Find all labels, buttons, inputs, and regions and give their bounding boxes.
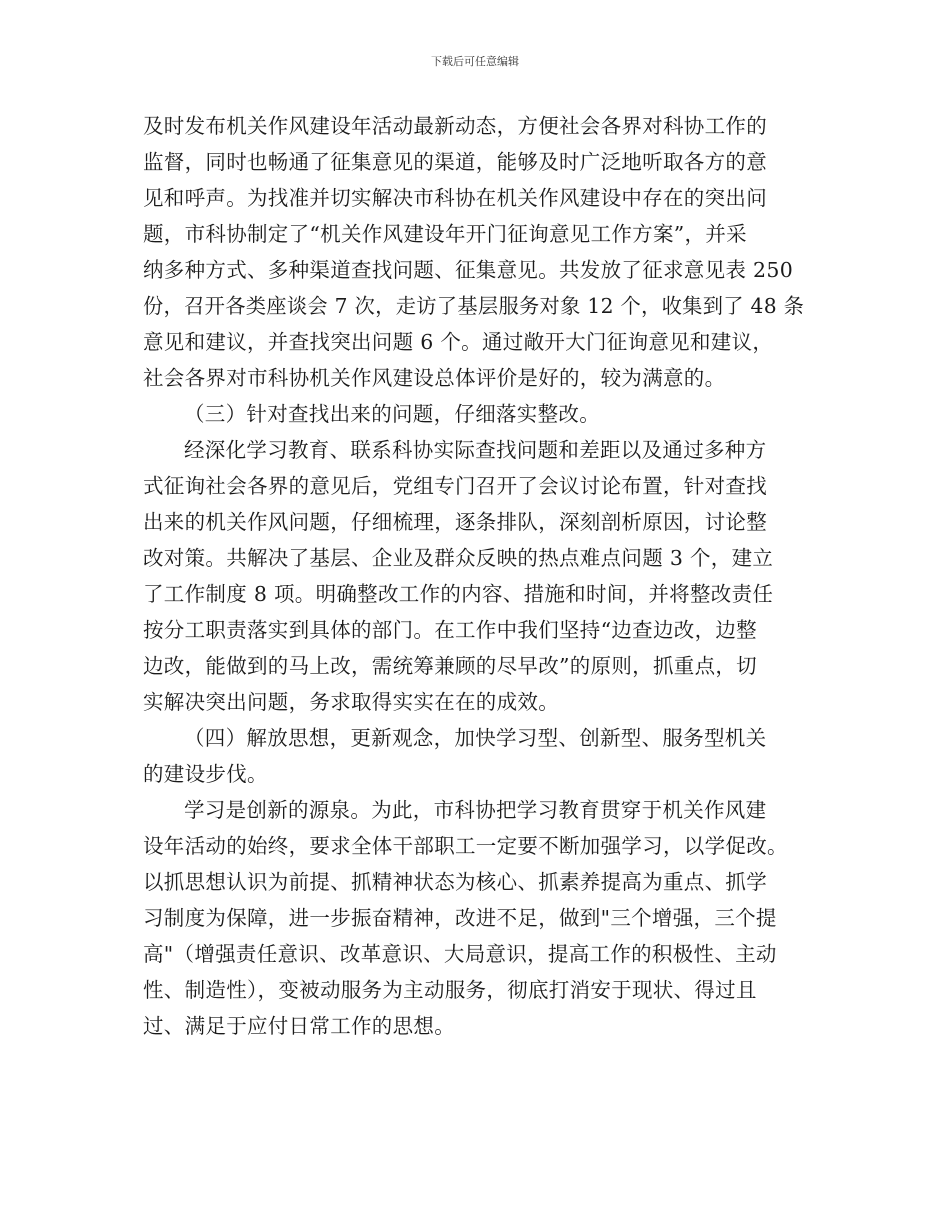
text-line: 高"（增强责任意识、改革意识、大局意识，提高工作的积极性、主动: [143, 942, 777, 966]
document-body: [143, 108, 810, 1044]
text-line: 以抓思想认识为前提、抓精神状态为核心、抓素养提高为重点、抓学: [143, 870, 767, 894]
page-header: 下载后可任意编辑: [431, 55, 519, 68]
text-line: （四）解放思想，更新观念，加快学习型、创新型、服务型机关: [184, 726, 767, 750]
text-line: 见和呼声。为找准并切实解决市科协在机关作风建设中存在的突出问: [143, 186, 767, 210]
text-line: 改对策。共解决了基层、企业及群众反映的热点难点问题 3 个，建立: [143, 546, 774, 570]
text-line: 习制度为保障，进一步振奋精神，改进不足，做到"三个增强，三个提: [143, 906, 777, 930]
text-line: 经深化学习教育、联系科协实际查找问题和差距以及通过多种方: [184, 438, 767, 462]
text-line: 实解决突出问题，务求取得实实在在的成效。: [143, 690, 559, 714]
text-line: 监督，同时也畅通了征集意见的渠道，能够及时广泛地听取各方的意: [143, 150, 767, 174]
text-line: 社会各界对市科协机关作风建设总体评价是好的，较为满意的。: [143, 366, 726, 390]
text-line: 了工作制度 8 项。明确整改工作的内容、措施和时间，并将整改责任: [143, 582, 774, 606]
text-line: （三）针对查找出来的问题，仔细落实整改。: [184, 402, 600, 426]
text-line: 出来的机关作风问题，仔细梳理，逐条排队，深刻剖析原因，讨论整: [143, 510, 767, 534]
text-line: 份，召开各类座谈会 7 次，走访了基层服务对象 12 个，收集到了 48 条: [143, 294, 805, 318]
text-line: 按分工职责落实到具体的部门。在工作中我们坚持“边查边改，边整: [143, 618, 757, 642]
text-line: 式征询社会各界的意见后，党组专门召开了会议讨论布置，针对查找: [143, 474, 767, 498]
text-line: 及时发布机关作风建设年活动最新动态，方便社会各界对科协工作的: [143, 114, 767, 138]
text-line: 纳多种方式、多种渠道查找问题、征集意见。共发放了征求意见表 250: [143, 258, 794, 282]
text-line: 题，市科协制定了“机关作风建设年开门征询意见工作方案”，并采: [143, 222, 747, 246]
text-line: 的建设步伐。: [143, 762, 268, 786]
text-line: 意见和建议，并查找突出问题 6 个。通过敞开大门征询意见和建议，: [143, 330, 774, 354]
text-line: 性、制造性），变被动服务为主动服务，彻底打消安于现状、得过且: [143, 978, 757, 1002]
text-line: 边改，能做到的马上改，需统筹兼顾的尽早改”的原则，抓重点，切: [143, 654, 757, 678]
text-line: 设年活动的始终，要求全体干部职工一定要不断加强学习，以学促改。: [143, 834, 788, 858]
text-line: 学习是创新的源泉。为此，市科协把学习教育贯穿于机关作风建: [184, 798, 767, 822]
text-line: 过、满足于应付日常工作的思想。: [143, 1014, 455, 1038]
